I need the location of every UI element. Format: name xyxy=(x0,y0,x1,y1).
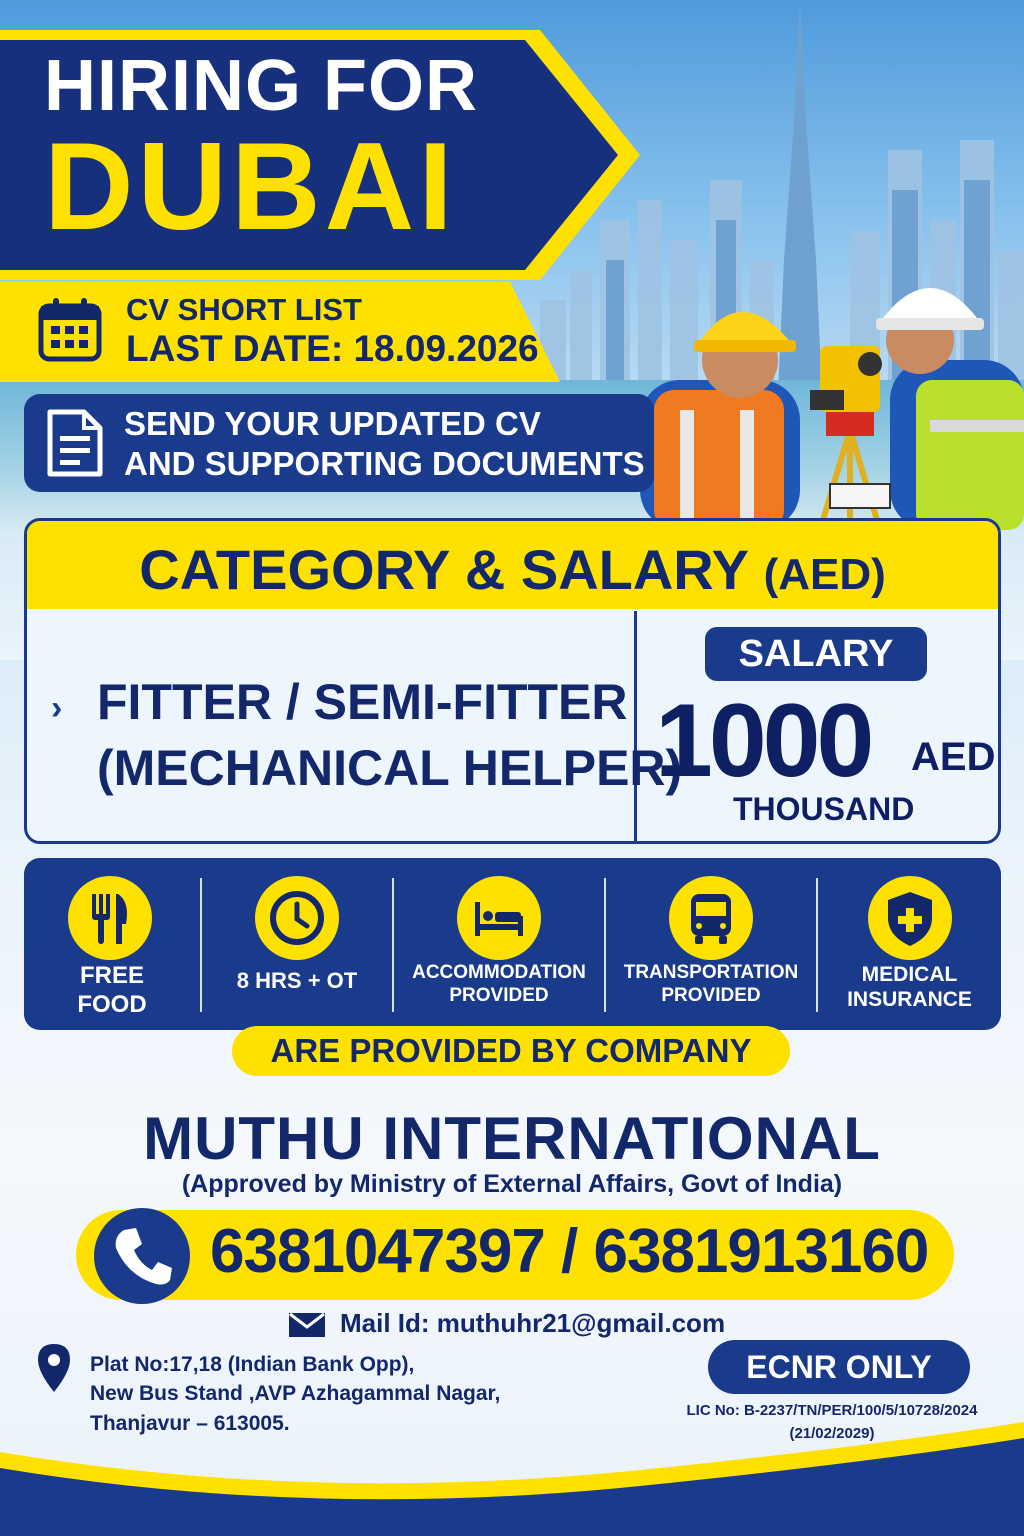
headline-dubai: DUBAI xyxy=(44,118,457,256)
category-title-currency: (AED) xyxy=(763,550,886,599)
chevron-right-icon: › xyxy=(51,689,63,727)
fork-knife-icon xyxy=(68,876,152,960)
benefit-accommodation-line2: PROVIDED xyxy=(449,984,549,1006)
salary-label: SALARY xyxy=(705,627,927,681)
benefit-label xyxy=(606,962,816,1008)
bus-icon xyxy=(669,876,753,960)
clock-icon xyxy=(255,876,339,960)
benefit-hours xyxy=(202,858,392,1030)
company-name: MUTHU INTERNATIONAL xyxy=(143,1105,881,1172)
benefit-transportation-line2: PROVIDED xyxy=(661,984,761,1006)
license-number: LIC No: B-2237/TN/PER/100/5/10728/2024 xyxy=(686,1402,978,1419)
benefit-hours-line1: 8 HRS + OT xyxy=(236,968,358,993)
benefit-medical xyxy=(818,858,1001,1030)
benefit-transportation-line1: TRANSPORTATION xyxy=(623,962,799,983)
shortlist-label: CV SHORT LIST xyxy=(126,292,362,327)
benefit-accommodation-line1: ACCOMMODATION xyxy=(412,962,586,983)
address-line3: Thanjavur – 613005. xyxy=(90,1411,290,1435)
location-pin-icon xyxy=(36,1342,72,1394)
phone-icon xyxy=(94,1208,190,1304)
category-title xyxy=(27,537,998,602)
document-icon xyxy=(46,408,104,478)
headline-hiring-for: HIRING FOR xyxy=(44,46,478,126)
footer-wave xyxy=(0,1412,1024,1536)
company-approval: (Approved by Ministry of External Affairs, Govt of India) xyxy=(181,1170,843,1198)
send-cv-line1: SEND YOUR UPDATED CV xyxy=(124,405,541,442)
job-title xyxy=(97,669,682,801)
salary-amount: 1000 xyxy=(655,683,871,799)
category-salary-panel xyxy=(24,518,1001,844)
benefit-free-food-line1: FREE xyxy=(79,962,144,989)
benefit-transportation xyxy=(606,858,816,1030)
surveyor-workers-illustration xyxy=(640,260,1024,530)
ecnr-badge: ECNR ONLY xyxy=(708,1340,970,1394)
shortlist-text xyxy=(126,292,539,370)
benefit-medical-line2: INSURANCE xyxy=(847,988,972,1012)
mail-icon xyxy=(288,1312,326,1338)
calendar-icon xyxy=(38,296,102,362)
benefit-label xyxy=(394,962,604,1008)
benefit-label xyxy=(202,968,392,994)
salary-currency: AED xyxy=(911,735,996,779)
benefit-medical-line1: MEDICAL xyxy=(861,963,958,986)
bed-icon xyxy=(457,876,541,960)
send-cv-line2: AND SUPPORTING DOCUMENTS xyxy=(124,444,645,482)
benefit-label xyxy=(818,962,1001,1012)
license-validity: (21/02/2029) xyxy=(789,1424,875,1442)
benefits-note: ARE PROVIDED BY COMPANY xyxy=(232,1026,790,1076)
job-title-line2: (MECHANICAL HELPER) xyxy=(97,740,683,796)
benefit-accommodation xyxy=(394,858,604,1030)
send-cv-text xyxy=(124,404,645,483)
benefit-free-food xyxy=(24,858,200,1030)
benefit-free-food-line2: FOOD xyxy=(77,990,147,1018)
shortlist-last-date: LAST DATE: 18.09.2026 xyxy=(126,327,539,369)
benefit-label xyxy=(24,962,200,1020)
address-line2: New Bus Stand ,AVP Azhagammal Nagar, xyxy=(90,1382,501,1406)
phone-numbers[interactable]: 6381047397 / 6381913160 xyxy=(210,1217,929,1286)
category-title-text: CATEGORY & SALARY xyxy=(139,538,749,601)
salary-unit: THOUSAND xyxy=(733,791,915,827)
mail-address[interactable]: Mail Id: muthuhr21@gmail.com xyxy=(340,1308,726,1338)
job-title-line1: FITTER / SEMI-FITTER xyxy=(97,674,628,730)
benefits-panel xyxy=(24,858,1001,1030)
address-line1: Plat No:17,18 (Indian Bank Opp), xyxy=(90,1353,415,1376)
shield-plus-icon xyxy=(868,876,952,960)
